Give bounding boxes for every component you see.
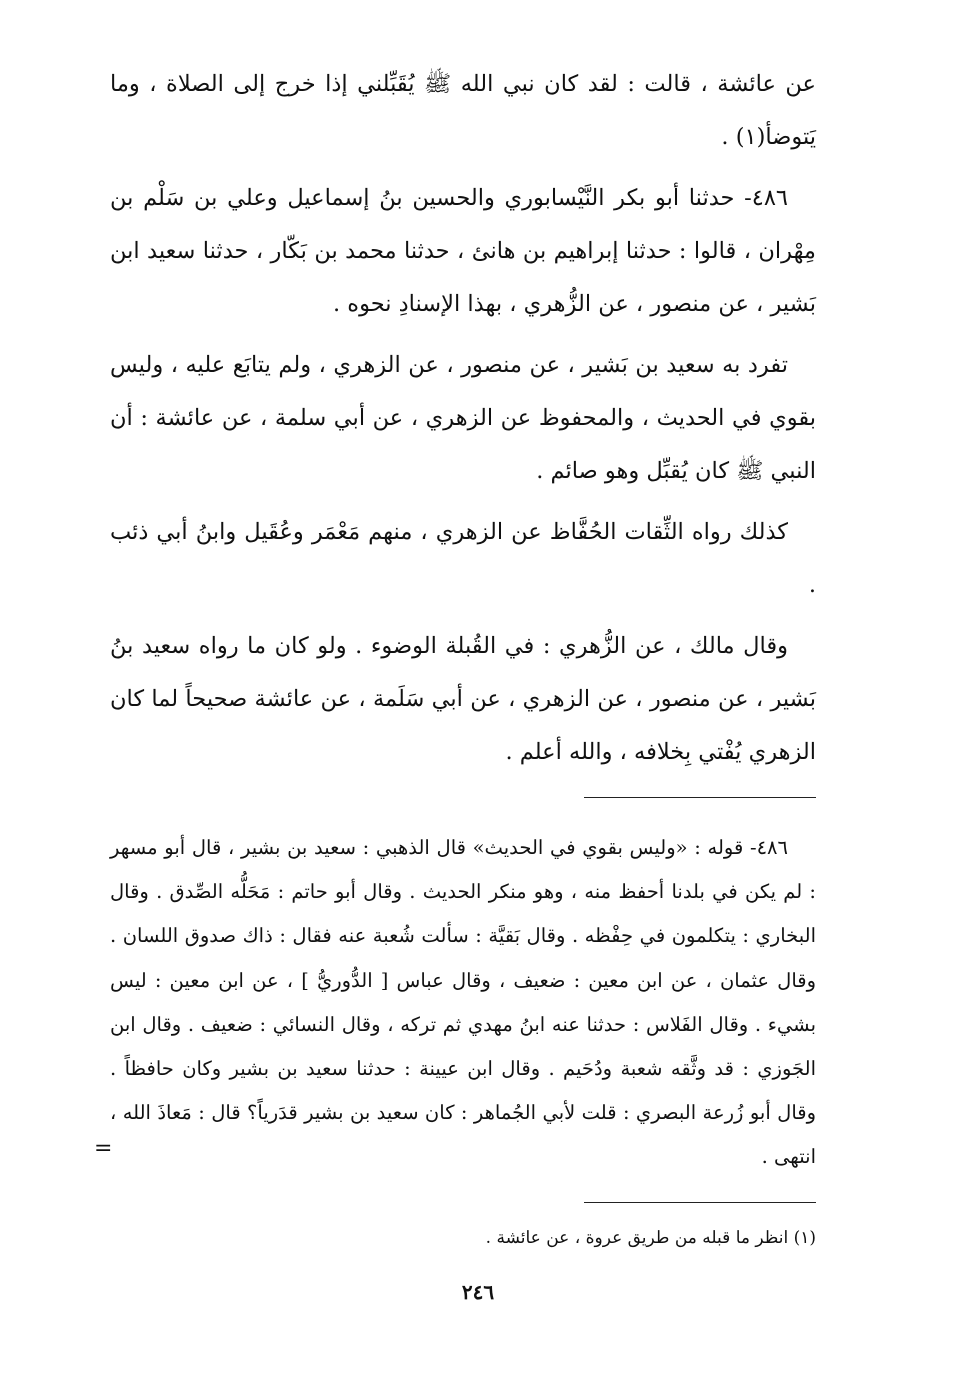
commentary-separator — [584, 797, 816, 798]
commentary-486: ٤٨٦- قوله : «وليس بقوي في الحديث» قال الذهبي : سعيد بن بشير ، قال أبو مسهر : لم يكن في بلدنا أحفظ منه ، وهو منكر الحديث . وقال أبو حاتم : مَحَلُّه الصِّدق . وقال البخاري : يتكلمون في حِفْظه . وقال بَقيَّة : سألت شُعبة عنه فقال : ذاك صدوق اللسان . وقال عثمان ، عن ابن معين : ضعيف ، وقال عباس [ الدُّوريُّ ] ، عن ابن معين : ليس بشيء . وقال الفَلاس : حدثنا عنه ابنُ مهدي ثم تركه ، وقال النسائي : ضعيف . وقال ابن الجَوزي : قد وثَّقه شعبة ودُحَيم . وقال ابن عيينة : حدثنا سعيد بن بشير وكان حافظاً . وقال أبو زُرعة البصري : قلت لأبي الجُماهر : كان سعيد بن بشير قدَرياً؟ قال : مَعاذَ الله ، انتهى . — [110, 836, 816, 1169]
page-number: ٢٤٦ — [461, 1280, 495, 1304]
hadith-486-isnad: ٤٨٦- حدثنا أبو بكر النَّيْسابوري والحسين بنُ إسماعيل وعلي بن سَلْم بن مِهْران ، قالوا : حدثنا إبراهيم بن هانئ ، حدثنا محمد بن بَكّار ، حدثنا سعيد ابن بَشير ، عن منصور ، عن الزُّهري ، بهذا الإسنادِ نحوه . — [110, 185, 816, 317]
malik-statement: وقال مالك ، عن الزُّهري : في القُبلة الوضوء . ولو كان ما رواه سعيد بنُ بَشير ، عن منصور ، عن الزهري ، عن أبي سَلَمة ، عن عائشة صحيحاً لما كان الزهري يُفْتي بِخلافه ، والله أعلم . — [110, 633, 816, 765]
hadith-text-opening: عن عائشة ، قالت : لقد كان نبي الله ﷺ يُقَبِّلني إذا خرج إلى الصلاة ، وما يَتوضأ(١) . — [110, 71, 816, 150]
footnote-separator — [584, 1202, 816, 1203]
huffaz-narration: كذلك رواه الثِّقات الحُفَّاظ عن الزهري ، منهم مَعْمَر وعُقَيل وابنُ أبي ذئب . — [110, 519, 816, 598]
page-body — [110, 58, 816, 1253]
continuation-mark: = — [94, 1136, 113, 1161]
hadith-486-remark: تفرد به سعيد بن بَشير ، عن منصور ، عن الزهري ، ولم يتابَع عليه ، وليس بقوي في الحديث ، والمحفوظ عن الزهري ، عن أبي سلمة ، عن عائشة : أن النبي ﷺ كان يُقبِّل وهو صائم . — [110, 352, 816, 484]
footnote-1: (١) انظر ما قبله من طريق عروة ، عن عائشة . — [485, 1227, 816, 1248]
